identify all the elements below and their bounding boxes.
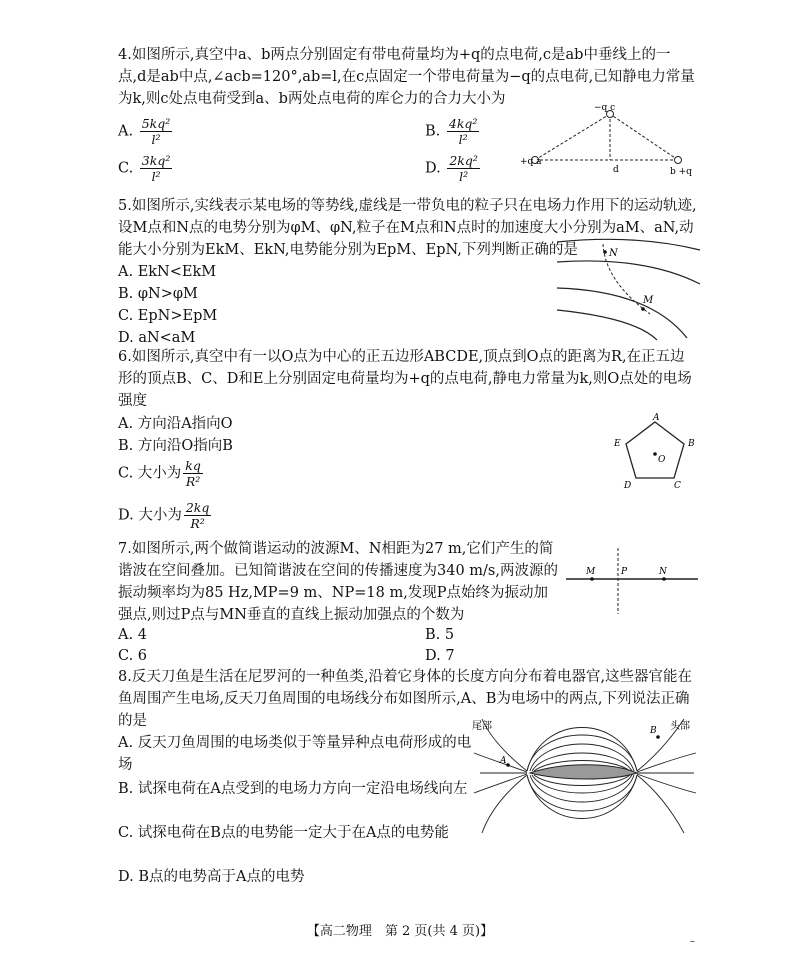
q7-fig-label-m: M: [586, 567, 596, 577]
q6-figure-pentagon: [608, 412, 703, 496]
q4-option-b: B. $\frac{\text{4kq²}}{\text{l²}}$: [425, 116, 478, 147]
q5-figure-equipotential: [555, 236, 705, 345]
q7-option-d: D. 7: [425, 648, 455, 664]
q7-option-a: A. 4: [118, 627, 147, 643]
q5-fig-label-n: N: [609, 248, 618, 259]
q4-fig-label-left: +q a: [520, 157, 542, 167]
q5-fig-label-m: M: [643, 295, 654, 306]
page-footer: 【高二物理 第 2 页(共 4 页)】: [306, 924, 494, 939]
q5-option-a: A. EkN<EkM: [118, 264, 217, 280]
q4-option-d: D. $\frac{\text{2kq²}}{\text{l²}}$: [425, 153, 478, 184]
question-6-stem: 6.如图所示,真空中有一以O点为中心的正五边形ABCDE,顶点到O点的距离为R,在正五边形的顶点B、C、D和E上分别固定电荷量均为+q的点电荷,静电力常量为k,则O点处的电场强度: [118, 349, 692, 409]
question-6: [118, 346, 698, 412]
q7-option-c: C. 6: [118, 648, 148, 664]
q8-option-c: C. 试探电荷在B点的电势能一定大于在A点的电势能: [118, 825, 449, 841]
q6-option-b: B. 方向沿O指向B: [118, 438, 233, 454]
q7-option-b: B. 5: [425, 627, 455, 643]
q6-fig-label-d: D: [624, 481, 632, 491]
q7-figure-line: [566, 546, 701, 620]
q4-figure-triangle: [520, 100, 700, 184]
q6-option-c: C. 大小为 $\frac{kq}{\text{R²}}$: [118, 458, 201, 489]
q6-fig-label-a: A: [653, 413, 660, 423]
question-7: [118, 538, 558, 626]
q8-fig-label-tail: 尾部: [472, 721, 492, 732]
q4-option-c: C. $\frac{\text{3kq²}}{\text{l²}}$: [118, 153, 171, 184]
q8-option-b: B. 试探电荷在A点受到的电场力方向一定沿电场线向左: [118, 781, 468, 797]
q4-fig-label-mid: d: [613, 165, 619, 175]
q6-option-a: A. 方向沿A指向O: [118, 416, 233, 432]
q4-option-a: A. $\frac{\text{5kq²}}{\text{l²}}$: [118, 116, 171, 147]
q7-fig-label-n: N: [659, 567, 667, 577]
q8-option-a: A. 反天刀鱼周围的电场类似于等量异种点电荷形成的电场: [118, 735, 472, 773]
q8-fig-label-b: B: [650, 726, 657, 736]
q7-fig-label-p: P: [621, 567, 628, 577]
q8-fig-label-a: A: [500, 756, 507, 766]
q6-option-d: D. 大小为 $\frac{2kq}{\text{R²}}$: [118, 500, 210, 531]
question-8-stem: 8.反天刀鱼是生活在尼罗河的一种鱼类,沿着它身体的长度方向分布着电器官,这些器官能在鱼周围产生电场,反天刀鱼周围的电场线分布如图所示,A、B为电场中的两点,下列说法正确的是: [118, 669, 693, 729]
q8-option-d: D. B点的电势高于A点的电势: [118, 869, 305, 885]
q5-option-c: C. EpN>EpM: [118, 308, 218, 324]
corner-mark: –: [690, 936, 695, 947]
q6-fig-label-o: O: [658, 455, 666, 465]
question-5-stem: 5.如图所示,实线表示某电场的等势线,虚线是一带负电的粒子只在电场力作用下的运动轨迹,设M点和N点的电势分别为φM、φN,粒子在M点和N点时的加速度大小分别为aM、aN,动能大小分别为EkM、EkN,电势能分别为EpM、EpN,下列判断正确的是: [118, 198, 697, 258]
q8-figure-field-lines: [472, 715, 702, 847]
q6-fig-label-c: C: [674, 481, 681, 491]
q4-fig-label-top: −q c: [594, 103, 616, 113]
q6-fig-label-e: E: [614, 439, 621, 449]
q4-fig-label-right: b +q: [670, 167, 692, 177]
q8-fig-label-head: 头部: [670, 721, 690, 732]
q5-option-b: B. φN>φM: [118, 286, 198, 302]
q6-fig-label-b: B: [688, 439, 695, 449]
question-7-stem: 7.如图所示,两个做简谐运动的波源M、N相距为27 m,它们产生的简谐波在空间叠加。已知简谐波在空间的传播速度为340 m/s,两波源的振动频率均为85 Hz,MP=9 m、NP=18 m,发现P点始终为振动加强点,则过P点与MN垂直的直线上振动加强点的个数为: [118, 541, 558, 623]
question-4-stem: 4.如图所示,真空中a、b两点分别固定有带电荷量均为+q的点电荷,c是ab中垂线上的一点,d是ab中点,∠acb=120°,ab=l,在c点固定一个带电荷量为−q的点电荷,已知静电力常量为k,则c处点电荷受到a、b两处点电荷的库仑力的合力大小为: [118, 47, 695, 107]
q5-option-d: D. aN<aM: [118, 330, 196, 346]
